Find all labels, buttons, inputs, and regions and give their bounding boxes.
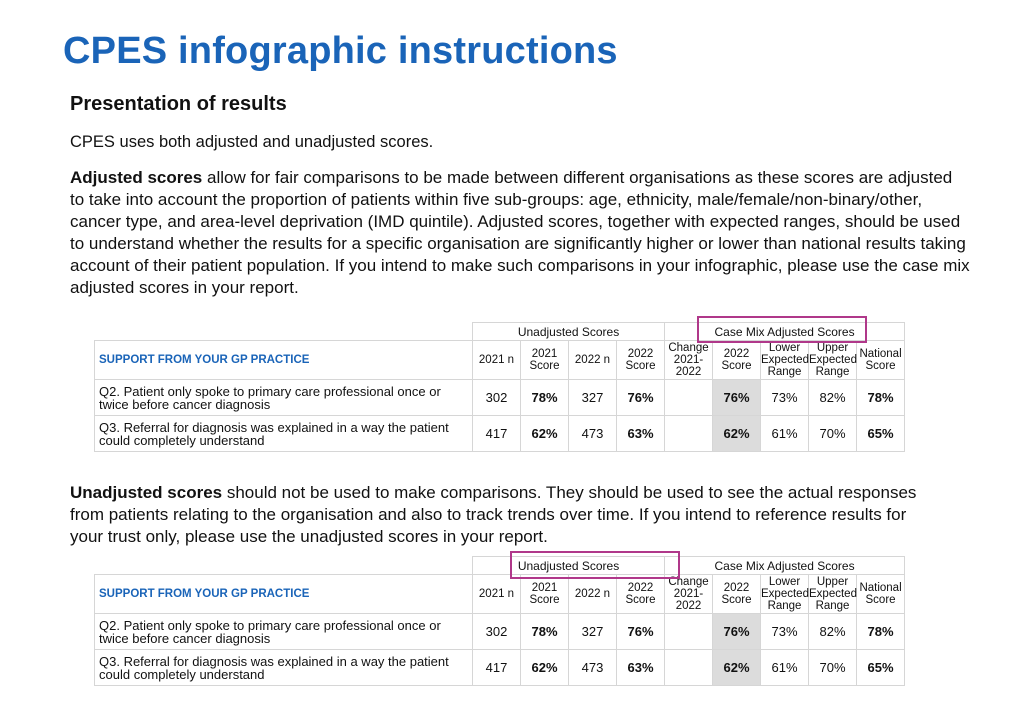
- col-header-national-score: National Score: [857, 341, 905, 380]
- col-header-2021-score: 2021 Score: [521, 341, 569, 380]
- col-header-2021-n: 2021 n: [473, 341, 521, 380]
- cell-lower-range: 73%: [761, 380, 809, 416]
- cell-upper-range: 70%: [809, 416, 857, 452]
- col-header-upper-range: Upper Expected Range: [809, 576, 857, 612]
- col-header-upper-range: Upper Expected Range: [809, 342, 857, 378]
- cell-adjusted-2022-score: 62%: [713, 416, 761, 452]
- cell-2022-n: 473: [569, 650, 617, 686]
- cell-2021-n: 417: [473, 650, 521, 686]
- col-header-national-score: National Score: [857, 575, 905, 614]
- cell-adjusted-2022-score: 62%: [713, 650, 761, 686]
- col-header-lower-range: Lower Expected Range: [761, 576, 809, 612]
- cell-2021-n: 302: [473, 380, 521, 416]
- group-header-casemix: Case Mix Adjusted Scores: [665, 557, 905, 575]
- table-row: [95, 416, 905, 452]
- unadjusted-scores-paragraph: [70, 482, 930, 548]
- cell-lower-range: 73%: [761, 614, 809, 650]
- table-row: [95, 614, 905, 650]
- cell-2022-n: 473: [569, 416, 617, 452]
- cell-change: [665, 650, 713, 686]
- col-header-2021-n: 2021 n: [473, 575, 521, 614]
- cell-national-score: 78%: [857, 380, 905, 416]
- cell-2021-score: 78%: [521, 380, 569, 416]
- unadjusted-scores-text: should not be used to make comparisons. They should be used to see the actual responses from patients relating to the organisation and also to track trends over time. If you intend to reference results for your trust only, please use the unadjusted scores in your report.: [70, 483, 917, 546]
- col-header-change: Change 2021-2022: [665, 341, 713, 380]
- cell-2022-score: 76%: [617, 380, 665, 416]
- adjusted-scores-text: allow for fair comparisons to be made between different organisations as these scores are adjusted to take into account the proportion of patients within five sub-groups: age, ethnicity, male/female/non-binary/other, cancer type, and area-level deprivation (IMD quintile). Adjusted scores, together with expected ranges, should be used to understand whether the results for a specific organisation are significantly higher or lower than national results taking account of their patient population. If you intend to make such comparisons in your infographic, please use the case mix adjusted scores in your report.: [70, 168, 970, 297]
- cell-2021-score: 62%: [521, 650, 569, 686]
- cell-national-score: 65%: [857, 650, 905, 686]
- col-header-2022-score: 2022 Score: [617, 575, 665, 614]
- section-title: SUPPORT FROM YOUR GP PRACTICE: [95, 575, 473, 614]
- cell-upper-range: 82%: [809, 614, 857, 650]
- casemix-highlight-box: [697, 316, 867, 343]
- question-cell: Q3. Referral for diagnosis was explained in a way the patient could completely understand: [95, 650, 473, 686]
- cell-2022-n: 327: [569, 614, 617, 650]
- section-heading: Presentation of results: [70, 93, 287, 115]
- col-header-change: Change 2021-2022: [665, 575, 713, 614]
- question-cell: Q2. Patient only spoke to primary care professional once or twice before cancer diagnosis: [95, 614, 473, 650]
- cell-2021-score: 62%: [521, 416, 569, 452]
- question-cell: Q2. Patient only spoke to primary care professional once or twice before cancer diagnosis: [95, 380, 473, 416]
- group-header-unadjusted: Unadjusted Scores: [473, 323, 665, 341]
- col-header-2022-n: 2022 n: [569, 575, 617, 614]
- cell-national-score: 65%: [857, 416, 905, 452]
- cell-2022-n: 327: [569, 380, 617, 416]
- intro-text: CPES uses both adjusted and unadjusted scores.: [70, 133, 434, 151]
- cell-upper-range: 82%: [809, 380, 857, 416]
- table-row: [95, 380, 905, 416]
- cell-2021-n: 302: [473, 614, 521, 650]
- cell-adjusted-2022-score: 76%: [713, 380, 761, 416]
- col-header-2022-n: 2022 n: [569, 341, 617, 380]
- unadjusted-highlight-box: [510, 551, 680, 579]
- results-table-unadjusted: [94, 556, 905, 686]
- col-header-lower-range: Lower Expected Range: [761, 342, 809, 378]
- adjusted-scores-term: Adjusted scores: [70, 168, 203, 187]
- cell-change: [665, 380, 713, 416]
- cell-2022-score: 63%: [617, 416, 665, 452]
- adjusted-scores-paragraph: [70, 167, 970, 299]
- cell-lower-range: 61%: [761, 416, 809, 452]
- question-cell: Q3. Referral for diagnosis was explained in a way the patient could completely understand: [95, 416, 473, 452]
- cell-change: [665, 614, 713, 650]
- cell-adjusted-2022-score: 76%: [713, 614, 761, 650]
- group-header-unadjusted: Unadjusted Scores: [473, 557, 665, 575]
- cell-change: [665, 416, 713, 452]
- col-header-adjusted-2022-score: 2022 Score: [713, 575, 761, 614]
- cell-national-score: 78%: [857, 614, 905, 650]
- cell-2021-score: 78%: [521, 614, 569, 650]
- col-header-adjusted-2022-score: 2022 Score: [713, 341, 761, 380]
- group-header-casemix: Case Mix Adjusted Scores: [665, 323, 905, 341]
- cell-upper-range: 70%: [809, 650, 857, 686]
- table-row: [95, 650, 905, 686]
- cell-2022-score: 76%: [617, 614, 665, 650]
- col-header-2021-score: 2021 Score: [521, 575, 569, 614]
- cell-2021-n: 417: [473, 416, 521, 452]
- col-header-2022-score: 2022 Score: [617, 341, 665, 380]
- section-title: SUPPORT FROM YOUR GP PRACTICE: [95, 341, 473, 380]
- page-title: CPES infographic instructions: [63, 30, 618, 72]
- cell-2022-score: 63%: [617, 650, 665, 686]
- unadjusted-scores-term: Unadjusted scores: [70, 483, 223, 502]
- cell-lower-range: 61%: [761, 650, 809, 686]
